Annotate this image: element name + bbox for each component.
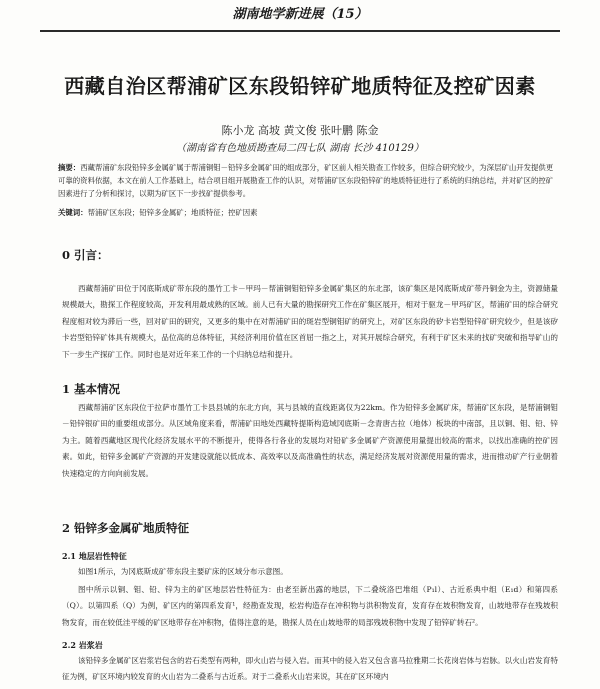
subsection-2-1-intro: 如图1所示，为冈底斯成矿带东段主要矿床的区域分布示意图。 — [78, 567, 288, 576]
intro-heading: 0 引言： — [62, 248, 109, 262]
keywords-label: 关键词： — [58, 208, 88, 217]
header-rule — [40, 30, 560, 32]
subsection-2-2-paragraph: 该铅锌多金属矿区岩浆岩包含的岩石类型有两种，即火山岩与侵入岩。而其中的侵入岩又包含喜马拉雅期二长花岗岩体与岩脉。以火山岩发育特征为例，矿区环境内较发育的火山岩为二叠系与古近系。对于二叠系火山岩来说，其在矿区环境内 — [62, 656, 558, 682]
keywords-text: 帮浦矿区东段；铅锌多金属矿；地质特征；控矿因素 — [87, 208, 258, 217]
keywords — [58, 207, 558, 219]
subsection-2-1-heading: 2.1 地层岩性特征 — [62, 551, 127, 561]
abstract-label: 摘要： — [58, 163, 81, 172]
paper-title: 西藏自治区帮浦矿区东段铅锌矿地质特征及控矿因素 — [64, 74, 536, 98]
section-1-paragraph: 西藏帮浦矿区东段位于拉萨市墨竹工卡县县城的东北方向，其与县城的直线距离仅为22km。作为铅锌多金属矿床，帮浦矿区东段，是帮浦铜钼－铅锌银矿田的重要组成部分。从区域角度来看，帮浦矿田地处西藏特提斯构造域冈底斯－念青唐古拉（地体）板块的中南部，且以铜、钼、铅、锌为主。随着西藏地区现代化经济发展水平的不断提升，使得各行各业的发展均对铅矿多金属矿产资源使用量提出较高的需求，以找出准确的控矿因素。如此，铅锌多金属矿产资源的开发建设就能以低成本、高效率以及高准确性的状态，满足经济发展对资源使用量的需求，进而推动矿产行业朝着快速稳定的方向向前发展。 — [62, 403, 558, 478]
paper-affiliation: （湖南省有色地质勘查局二四七队 湖南 长沙 410129） — [176, 143, 424, 154]
subsection-2-1-paragraph: 图中所示以铜、钼、铅、锌为主的矿区地层岩性特征为：由老至新出露的地层，下二叠统洛巴堆组（P₁l）、古近系典中组（E₁d）和第四系（Q）。以第四系（Q）为例，矿区内的第四系发育¹，经勘查发现，松岩构造存在冲积物与洪积物发育，发育存在坡积物发育，山坡地带存在残坡积物发育，而在较低洼平缓的矿区地带存在冲积物，值得注意的是，勘探人员在山坡地带的局部残坡积物中发现了铅锌矿转石²。 — [62, 585, 558, 627]
abstract — [58, 161, 558, 200]
intro-paragraph: 西藏帮浦矿田位于冈底斯成矿带东段的墨竹工卡－甲玛－帮浦铜钼铅锌多金属矿集区的东北部，该矿集区是冈底斯成矿带丹铜金为主，资源储量规模最大，勘探工作程度较高，开发利用最成熟的区域。前人已有大量的勘探研究工作在矿集区展开，相对于驱龙－甲玛矿区，帮浦矿田的综合研究程度相对较为滞后一些，回对矿田的研究，又更多的集中在对帮浦矿田的斑岩型铜钼矿的研究上，对矿区东段的矽卡岩型铅锌矿研究较少，但是该矽卡岩型铅锌矿体具有规模大，品位高的总体特征，其经济利用价值在区首屈一指之上，对其开展综合研究，有利于矿区未来的找矿突破和指导矿山的下一步生产探矿工作。同时也是对近年来工作的一个归纳总结和提升。 — [62, 284, 558, 359]
section-1-heading: 1 基本情况 — [62, 382, 121, 396]
subsection-2-2-heading: 2.2 岩浆岩 — [62, 640, 103, 650]
section-2-heading: 2 铅锌多金属矿地质特征 — [62, 521, 190, 535]
running-header: 湖南地学新进展（15） — [232, 7, 368, 22]
abstract-text: 西藏帮浦矿东段铅锌多金属矿属于帮浦铜钼－铅锌多金属矿田的组成部分，矿区前人相关勘查工作较多，但综合研究较少，为深层矿山开发提供更可靠的资料依据，本文在前人工作基础上，结合项目组开展勘查工作的认识，对帮浦矿区东段铅锌矿的地质特征进行了系统的归纳总结，并对矿区的控矿因素进行了分析和探讨，以期为矿区下一步找矿提供参考。 — [58, 163, 554, 198]
paper-authors: 陈小龙 高坡 黄文俊 张叶鹏 陈金 — [221, 124, 379, 137]
